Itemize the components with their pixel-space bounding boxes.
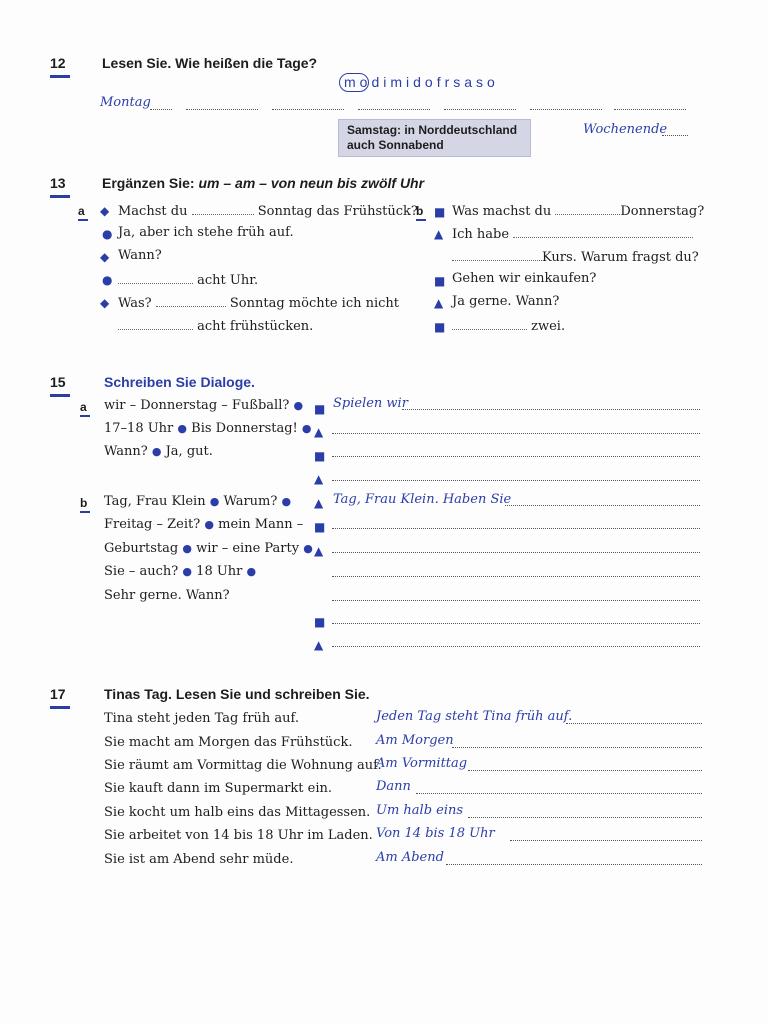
line-text: zwei. (527, 319, 566, 334)
cue-text: wir – eine Party (196, 541, 300, 556)
cue-text: Ja, gut. (165, 444, 213, 459)
line-text: Donnerstag? (620, 204, 705, 219)
answer-line[interactable] (566, 722, 702, 724)
ex15-b-cue-3 (104, 541, 313, 556)
exercise-17-number: 17 (50, 686, 72, 702)
answer-line[interactable] (444, 108, 516, 110)
exercise-17-heading: Tinas Tag. Lesen Sie und schreiben Sie. (104, 686, 370, 702)
fill-blank[interactable] (192, 202, 254, 215)
line-text: Was machst du (452, 204, 556, 219)
diamond-icon: ◆ (100, 204, 110, 218)
ex17-answer-4: Dann (376, 779, 411, 794)
answer-line[interactable] (662, 134, 688, 136)
ex15-a-cue-1 (104, 398, 303, 413)
triangle-icon: ▲ (314, 638, 324, 652)
cue-text: mein Mann – (218, 517, 304, 532)
line-text: Sonntag das Frühstück? (253, 204, 418, 219)
fill-blank[interactable] (555, 202, 620, 215)
dot-icon: ● (204, 518, 214, 531)
answer-line[interactable] (468, 816, 702, 818)
ex13-a-line-4 (118, 271, 258, 288)
dot-icon: ● (182, 565, 193, 578)
fill-blank[interactable] (513, 225, 693, 238)
ex17-sentence-5: Sie kocht um halb eins das Mittagessen. (104, 805, 371, 820)
circle-icon: ● (102, 273, 113, 287)
dot-icon: ● (301, 422, 312, 435)
ex15-b-cue-1 (104, 494, 291, 509)
exercise-13-number: 13 (50, 175, 72, 191)
answer-line[interactable] (150, 108, 172, 110)
triangle-icon: ▲ (434, 227, 444, 241)
line-text: acht frühstücken. (193, 319, 314, 334)
answer-line[interactable] (332, 622, 700, 624)
answer-line[interactable] (332, 575, 700, 577)
ex17-answer-6: Von 14 bis 18 Uhr (376, 826, 495, 841)
ex17-sentence-3: Sie räumt am Vormittag die Wohnung auf. (104, 758, 382, 773)
square-icon: ■ (314, 520, 326, 534)
letter-chain: modimidofrsaso (344, 74, 499, 90)
square-icon: ■ (434, 205, 446, 219)
ex13-b-line-1 (452, 202, 704, 219)
ex13-a-line-6 (118, 317, 313, 334)
answer-montag: Montag (100, 95, 151, 110)
ex13-a-line-1 (118, 202, 418, 219)
answer-line[interactable] (332, 455, 700, 457)
answer-line[interactable] (505, 504, 700, 506)
ex13-a-line-3: Wann? (118, 248, 162, 263)
ex17-answer-5: Um halb eins (376, 803, 464, 818)
fill-blank[interactable] (452, 317, 527, 330)
cue-text: 18 Uhr (196, 564, 243, 579)
square-icon: ■ (434, 274, 446, 288)
ex17-answer-2: Am Morgen (376, 733, 454, 748)
triangle-icon: ▲ (314, 544, 324, 558)
triangle-icon: ▲ (314, 425, 324, 439)
fill-blank[interactable] (452, 248, 542, 261)
cue-text: Tag, Frau Klein (104, 494, 206, 509)
answer-line[interactable] (530, 108, 602, 110)
exercise-13-heading-plain: Ergänzen Sie: (102, 175, 199, 191)
dot-icon: ● (246, 565, 257, 578)
exercise-15-number: 15 (50, 374, 72, 390)
answer-wochenende: Wochenende (583, 122, 668, 137)
answer-line[interactable] (332, 645, 700, 647)
ex15-b-cue-5: Sehr gerne. Wann? (104, 588, 230, 603)
cue-text: Bis Donnerstag! (191, 421, 298, 436)
diamond-icon: ◆ (100, 296, 110, 310)
ex17-answer-3: Am Vormittag (376, 756, 468, 771)
ex15-b-cue-4 (104, 564, 256, 579)
dot-icon: ● (293, 399, 304, 412)
answer-line[interactable] (358, 108, 430, 110)
cue-text: Wann? (104, 444, 148, 459)
exercise-12-heading: Lesen Sie. Wie heißen die Tage? (102, 55, 318, 71)
answer-line[interactable] (332, 599, 700, 601)
exercise-13-heading (102, 175, 424, 191)
line-text: Machst du (118, 204, 192, 219)
info-box-line-2: auch Sonnabend (347, 138, 444, 152)
exercise-15-heading: Schreiben Sie Dialoge. (104, 374, 255, 390)
ex17-sentence-6: Sie arbeitet von 14 bis 18 Uhr im Laden. (104, 828, 373, 843)
triangle-icon: ▲ (314, 472, 324, 486)
circle-icon: ● (102, 227, 113, 241)
answer-line[interactable] (332, 551, 700, 553)
answer-spielen-wir: Spielen wir (333, 396, 408, 411)
triangle-icon: ▲ (434, 296, 444, 310)
line-text: Kurs. Warum fragst du? (542, 250, 699, 265)
line-text: Sonntag möchte ich nicht (225, 296, 400, 311)
dot-icon: ● (281, 495, 292, 508)
fill-blank[interactable] (118, 271, 193, 284)
ex13-b-line-5: Ja gerne. Wann? (452, 294, 560, 309)
answer-line[interactable] (468, 769, 702, 771)
cue-text: Warum? (223, 494, 278, 509)
answer-tag-frau-klein: Tag, Frau Klein. Haben Sie (333, 492, 512, 507)
cue-text: Geburtstag (104, 541, 179, 556)
dot-icon: ● (209, 495, 220, 508)
answer-line[interactable] (332, 432, 700, 434)
ex13-b-line-2 (452, 225, 693, 242)
dot-icon: ● (303, 542, 313, 555)
answer-line[interactable] (614, 108, 686, 110)
ex17-sentence-2: Sie macht am Morgen das Frühstück. (104, 735, 353, 750)
part-b-label: b (80, 496, 88, 510)
answer-line[interactable] (446, 863, 702, 865)
answer-line[interactable] (332, 479, 700, 481)
square-icon: ■ (314, 449, 326, 463)
square-icon: ■ (314, 402, 326, 416)
exercise-13-heading-italic: um – am – von neun bis zwölf Uhr (198, 175, 425, 191)
ex17-answer-7: Am Abend (376, 850, 444, 865)
ex15-b-cue-2 (104, 517, 303, 532)
dot-icon: ● (182, 542, 192, 555)
cue-text: Sie – auch? (104, 564, 179, 579)
answer-line[interactable] (272, 108, 344, 110)
line-text: Ich habe (452, 227, 514, 242)
ex13-b-line-4: Gehen wir einkaufen? (452, 271, 597, 286)
ex13-b-line-3 (452, 248, 699, 265)
ex17-sentence-1: Tina steht jeden Tag früh auf. (104, 711, 300, 726)
ex13-b-line-6 (452, 317, 565, 334)
fill-blank[interactable] (118, 317, 193, 330)
exercise-12-number: 12 (50, 55, 72, 71)
part-a-label: a (78, 204, 85, 218)
answer-line[interactable] (402, 408, 700, 410)
ex15-a-cue-3 (104, 444, 213, 459)
square-icon: ■ (314, 615, 326, 629)
square-icon: ■ (434, 320, 446, 334)
line-text: acht Uhr. (193, 273, 259, 288)
answer-line[interactable] (452, 746, 702, 748)
ex13-a-line-5 (118, 294, 399, 311)
part-b-label: b (416, 204, 424, 218)
ex17-sentence-7: Sie ist am Abend sehr müde. (104, 852, 294, 867)
answer-line[interactable] (416, 792, 702, 794)
ex17-answer-1: Jeden Tag steht Tina früh auf. (376, 709, 573, 724)
ex17-sentence-4: Sie kauft dann im Supermarkt ein. (104, 781, 333, 796)
info-box-line-1: Samstag: in Norddeutschland (347, 123, 518, 137)
answer-line[interactable] (510, 839, 702, 841)
info-box-samstag (338, 119, 531, 157)
cue-text: wir – Donnerstag – Fußball? (104, 398, 290, 413)
cue-text: 17–18 Uhr (104, 421, 174, 436)
cue-text: Freitag – Zeit? (104, 517, 201, 532)
ex15-a-cue-2 (104, 421, 312, 436)
dot-icon: ● (151, 445, 162, 458)
fill-blank[interactable] (156, 294, 226, 307)
ex13-a-line-2: Ja, aber ich stehe früh auf. (118, 225, 294, 240)
answer-line[interactable] (332, 527, 700, 529)
line-text: Was? (118, 296, 156, 311)
part-a-label: a (80, 400, 87, 414)
answer-line[interactable] (186, 108, 258, 110)
dot-icon: ● (177, 422, 188, 435)
diamond-icon: ◆ (100, 250, 110, 264)
triangle-icon: ▲ (314, 496, 324, 510)
